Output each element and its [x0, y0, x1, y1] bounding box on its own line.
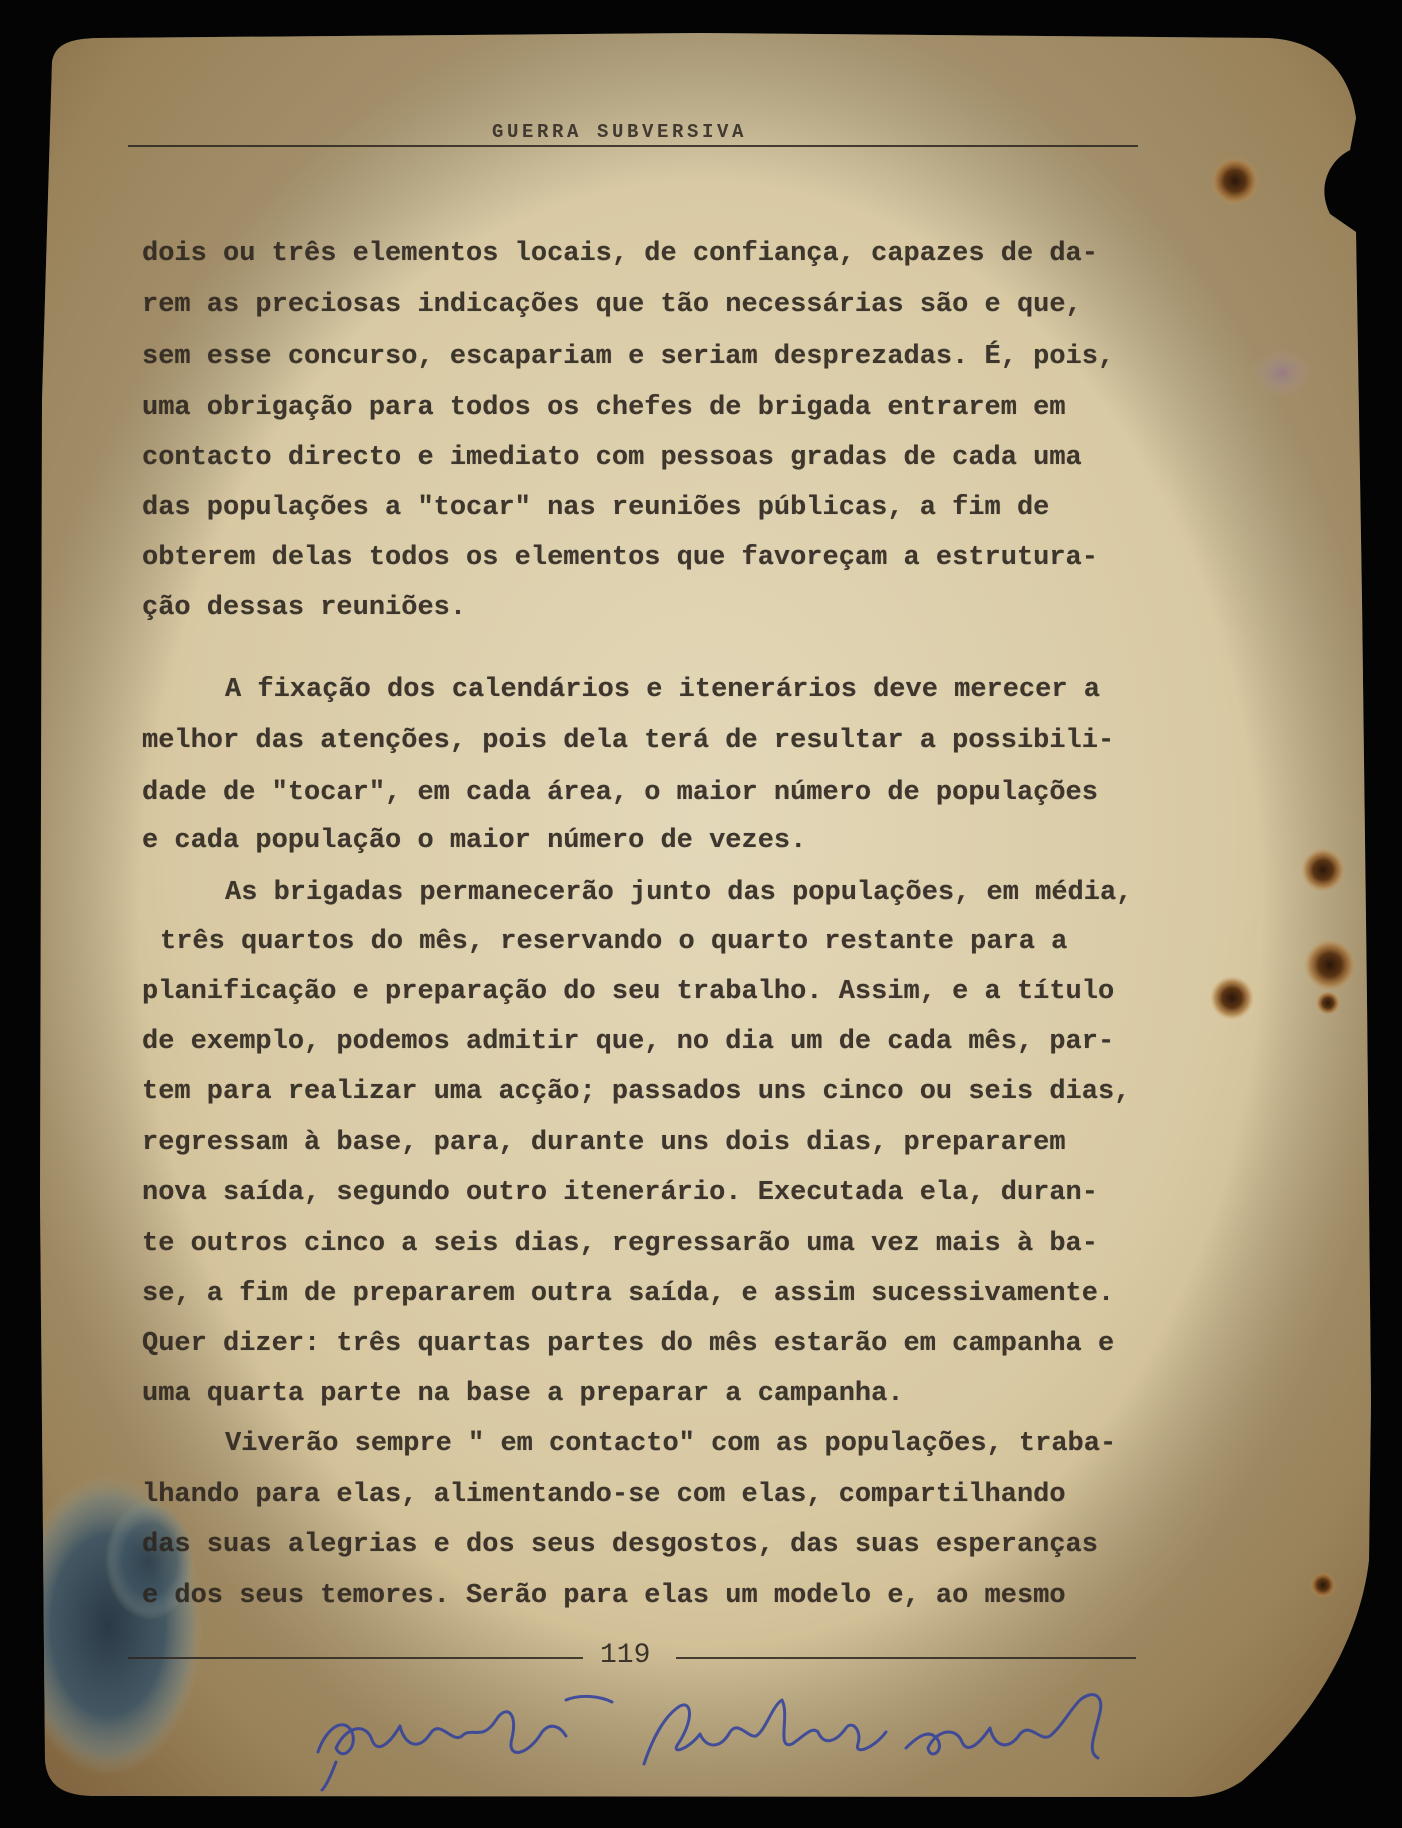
text-line: sem esse concurso, escapariam e seriam desprezadas. É, pois, [142, 342, 1115, 372]
text-line: A fixação dos calendários e itenerários deve merecer a [225, 675, 1100, 705]
text-line: e dos seus temores. Serão para elas um modelo e, ao mesmo [142, 1581, 1066, 1611]
page-number: 119 [600, 1640, 651, 1671]
text-line: planificação e preparação do seu trabalho. Assim, e a título [142, 977, 1115, 1007]
running-header: GUERRA SUBVERSIVA [492, 121, 748, 143]
text-line: uma obrigação para todos os chefes de brigada entrarem em [142, 393, 1066, 423]
text-line: tem para realizar uma acção; passados uns cinco ou seis dias, [142, 1077, 1131, 1107]
text-line: três quartos do mês, reservando o quarto restante para a [160, 927, 1068, 957]
text-line: melhor das atenções, pois dela terá de resultar a possibili- [142, 726, 1115, 756]
text-line: Viverão sempre " em contacto" com as populações, traba- [225, 1429, 1117, 1459]
text-line: dois ou três elementos locais, de confiança, capazes de da- [142, 239, 1098, 269]
text-line: ção dessas reuniões. [142, 593, 467, 623]
text-line: das populações a "tocar" nas reuniões públicas, a fim de [142, 493, 1050, 523]
text-line: te outros cinco a seis dias, regressarão uma vez mais à ba- [142, 1229, 1098, 1259]
header-rule [128, 145, 1138, 147]
text-line: uma quarta parte na base a preparar a campanha. [142, 1379, 904, 1409]
text-line: e cada população o maior número de vezes. [142, 826, 807, 856]
text-line: nova saída, segundo outro itenerário. Executada ela, duran- [142, 1178, 1098, 1208]
text-line: se, a fim de prepararem outra saída, e assim sucessivamente. [142, 1279, 1115, 1309]
footer-rule-left [128, 1657, 583, 1659]
text-line: dade de "tocar", em cada área, o maior número de populações [142, 778, 1098, 808]
text-line: das suas alegrias e dos seus desgostos, das suas esperanças [142, 1530, 1098, 1560]
text-line: regressam à base, para, durante uns dois dias, prepararem [142, 1128, 1066, 1158]
text-line: lhando para elas, alimentando-se com elas, compartilhando [142, 1480, 1066, 1510]
text-line: As brigadas permanecerão junto das populações, em média, [225, 878, 1133, 908]
text-line: obterem delas todos os elementos que favoreçam a estrutura- [142, 543, 1098, 573]
text-line: Quer dizer: três quartas partes do mês estarão em campanha e [142, 1329, 1115, 1359]
text-line: de exemplo, podemos admitir que, no dia um de cada mês, par- [142, 1027, 1115, 1057]
text-line: rem as preciosas indicações que tão necessárias são e que, [142, 290, 1082, 320]
text-line: contacto directo e imediato com pessoas gradas de cada uma [142, 443, 1082, 473]
footer-rule-right [676, 1657, 1136, 1659]
